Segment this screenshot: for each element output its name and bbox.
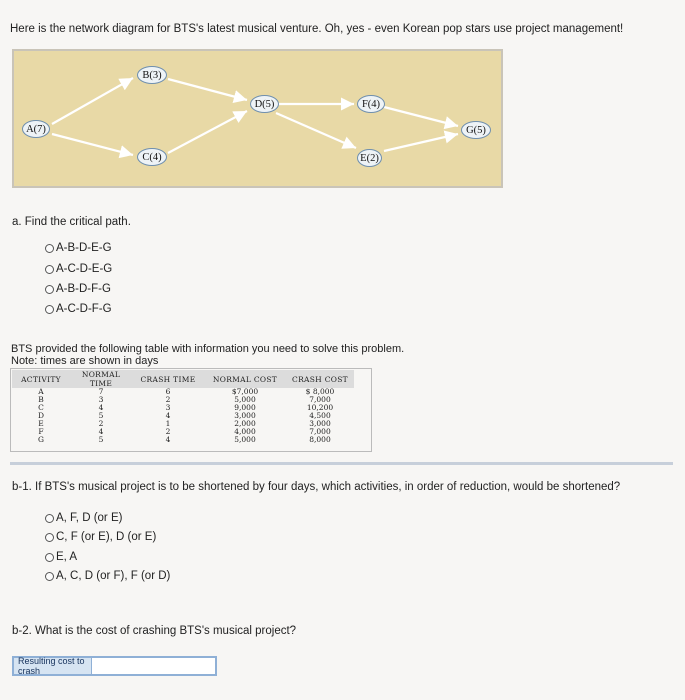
cell: E: [38, 419, 44, 428]
radio-icon[interactable]: [45, 305, 54, 314]
cell: G: [38, 435, 44, 444]
arrow-c-d: [168, 111, 247, 153]
cell: 4: [165, 435, 171, 444]
table-header: ACTIVITY: [12, 370, 70, 388]
node-e: E(2): [357, 149, 382, 167]
table-intro-line1: BTS provided the following table with information you need to solve this problem.: [11, 343, 405, 355]
cell: D: [37, 411, 44, 420]
table-row: [12, 428, 354, 436]
option-b1-2[interactable]: [45, 531, 156, 543]
question-b2-label: b-2. What is the cost of crashing BTS's musical project?: [12, 625, 297, 637]
cell: 3,000: [309, 419, 331, 428]
arrow-f-g: [384, 107, 458, 126]
cell: 8,000: [309, 435, 331, 444]
option-label: A-C-D-F-G: [56, 303, 112, 315]
cell: 3: [98, 395, 104, 404]
cell: 7: [98, 387, 104, 396]
question-b1-label: b-1. If BTS's musical project is to be shortened by four days, which activities, in order of reduction, would be shortened?: [12, 481, 621, 493]
option-label: A, F, D (or E): [56, 512, 123, 524]
cell: 2,000: [234, 419, 256, 428]
node-a: A(7): [22, 120, 50, 138]
crash-cost-input[interactable]: [91, 658, 215, 674]
cell: F: [38, 427, 44, 436]
arrow-a-c: [52, 134, 133, 155]
activity-table: [12, 370, 354, 444]
cell: 4: [98, 403, 104, 412]
table-intro-line2: Note: times are shown in days: [11, 355, 159, 367]
table-row: [12, 436, 354, 444]
option-a-4[interactable]: [45, 303, 112, 315]
network-diagram: [12, 49, 503, 188]
table-header: CRASH COST: [286, 370, 354, 388]
network-arrows: [14, 51, 501, 186]
cell: C: [38, 403, 44, 412]
table-header: NORMAL TIME: [70, 370, 132, 388]
radio-icon[interactable]: [45, 572, 54, 581]
option-label: A-B-D-E-G: [56, 242, 112, 254]
node-c: C(4): [137, 148, 167, 166]
arrow-b-d: [168, 79, 247, 100]
crash-cost-field: [12, 656, 217, 676]
node-d: D(5): [250, 95, 279, 113]
cell: 7,000: [309, 427, 331, 436]
cell: 5: [98, 435, 104, 444]
divider: [10, 462, 673, 465]
cell: 10,200: [306, 403, 334, 412]
option-label: A, C, D (or F), F (or D): [56, 570, 171, 582]
cell: $7,000: [231, 387, 259, 396]
radio-icon[interactable]: [45, 553, 54, 562]
cell: 5,000: [234, 435, 256, 444]
cell: 1: [165, 419, 171, 428]
table-row: [12, 388, 354, 396]
node-g: G(5): [461, 121, 491, 139]
cell: 5,000: [234, 395, 256, 404]
cell: 3,000: [234, 411, 256, 420]
table-row: [12, 420, 354, 428]
node-b: B(3): [137, 66, 167, 84]
option-b1-1[interactable]: [45, 512, 122, 524]
question-a-label: a. Find the critical path.: [12, 216, 131, 228]
cell: 9,000: [234, 403, 256, 412]
node-f: F(4): [357, 95, 385, 113]
cell: 2: [165, 427, 171, 436]
option-b1-4[interactable]: [45, 570, 170, 582]
cell: A: [38, 387, 44, 396]
arrow-e-g: [384, 134, 458, 151]
option-a-2[interactable]: [45, 263, 112, 275]
cell: 7,000: [309, 395, 331, 404]
cell: $ 8,000: [305, 387, 335, 396]
table-row: [12, 404, 354, 412]
option-label: A-C-D-E-G: [56, 263, 113, 275]
option-label: E, A: [56, 551, 78, 563]
arrow-d-e: [276, 113, 356, 148]
radio-icon[interactable]: [45, 285, 54, 294]
table-header: NORMAL COST: [204, 370, 286, 388]
cell: 3: [165, 403, 171, 412]
table-header: CRASH TIME: [132, 370, 204, 388]
table-row: [12, 396, 354, 404]
cell: 4: [165, 411, 171, 420]
radio-icon[interactable]: [45, 514, 54, 523]
table-intro: [11, 343, 404, 367]
cell: 4,500: [309, 411, 331, 420]
intro-text: Here is the network diagram for BTS's latest musical venture. Oh, yes - even Korean pop stars use project management!: [10, 23, 624, 35]
radio-icon[interactable]: [45, 533, 54, 542]
radio-icon[interactable]: [45, 244, 54, 253]
cell: 4: [98, 427, 104, 436]
cell: 2: [98, 419, 104, 428]
option-label: A-B-D-F-G: [56, 283, 111, 295]
arrow-a-b: [52, 78, 133, 124]
option-a-1[interactable]: [45, 242, 112, 254]
cell: 4,000: [234, 427, 256, 436]
crash-cost-label: Resulting cost to crash: [14, 658, 91, 674]
cell: 2: [165, 395, 171, 404]
option-a-3[interactable]: [45, 283, 111, 295]
option-label: C, F (or E), D (or E): [56, 531, 157, 543]
cell: 6: [165, 387, 171, 396]
table-row: [12, 412, 354, 420]
cell: B: [38, 395, 44, 404]
cell: 5: [98, 411, 104, 420]
radio-icon[interactable]: [45, 265, 54, 274]
option-b1-3[interactable]: [45, 551, 77, 563]
